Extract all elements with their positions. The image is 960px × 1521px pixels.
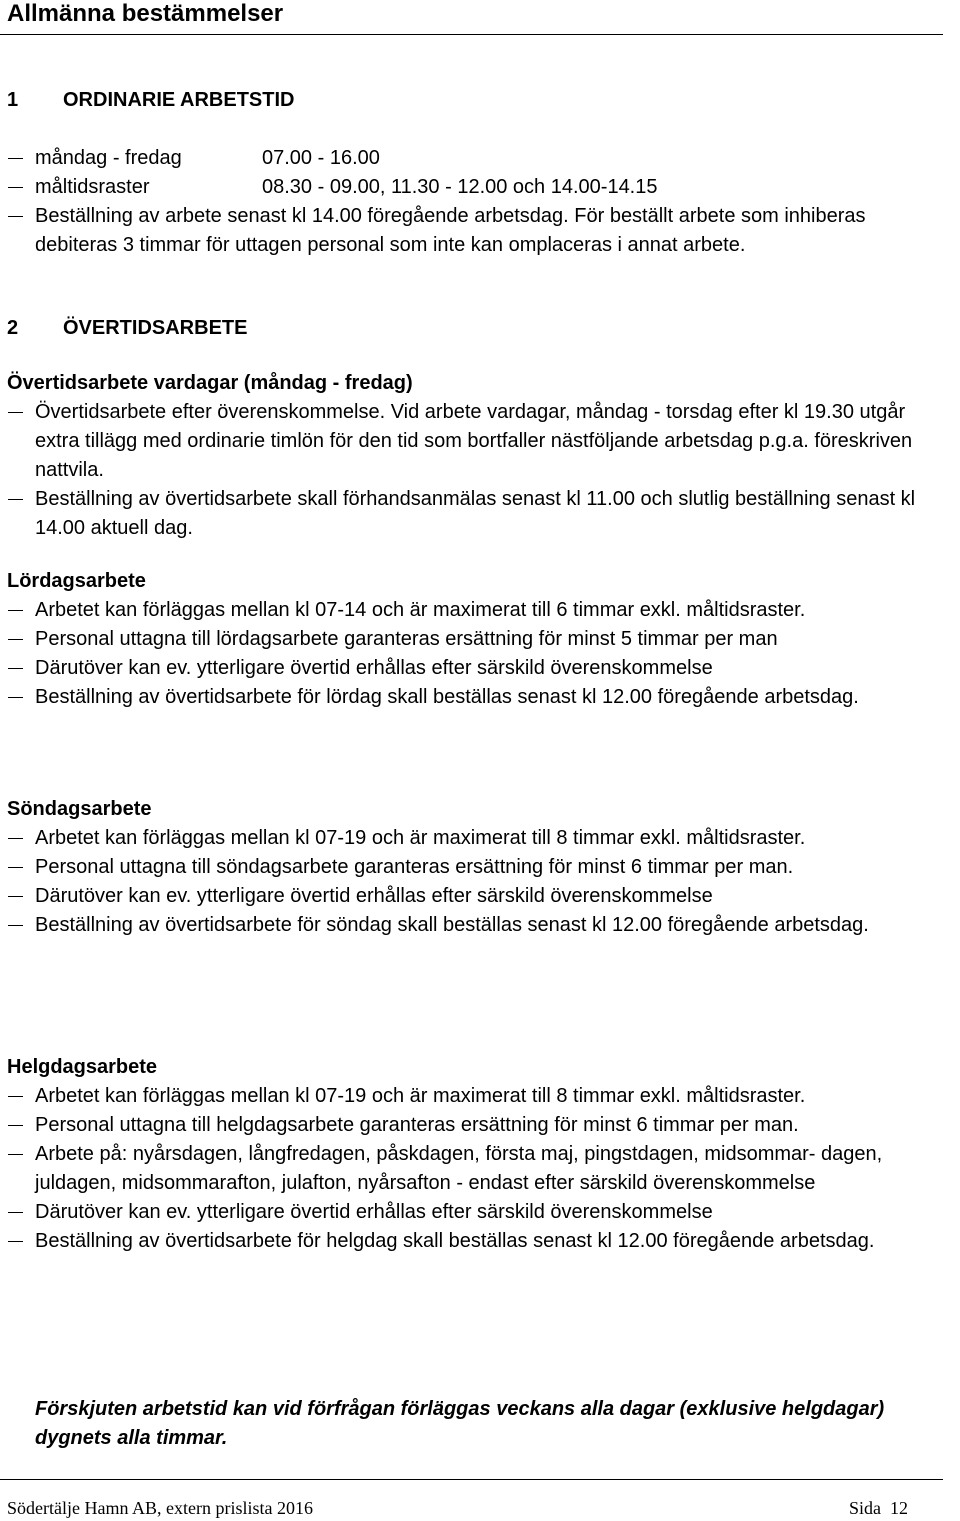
hours-label: måltidsraster bbox=[35, 176, 150, 198]
weekday-heading: Övertidsarbete vardagar (måndag - fredag) bbox=[7, 372, 413, 394]
dash-bullet-icon bbox=[8, 1154, 23, 1155]
dash-bullet-icon bbox=[8, 158, 23, 159]
dash-bullet-icon bbox=[8, 896, 23, 897]
dash-bullet-icon bbox=[8, 1125, 23, 1126]
section-2-title: ÖVERTIDSARBETE bbox=[63, 317, 248, 339]
list-item-text: Beställning av övertidsarbete för söndag skall beställas senast kl 12.00 föregående arbetsdag. bbox=[35, 914, 869, 936]
section-1-title: ORDINARIE ARBETSTID bbox=[63, 89, 295, 111]
list-item-text: Arbetet kan förläggas mellan kl 07-19 och är maximerat till 8 timmar exkl. måltidsraster. bbox=[35, 1085, 806, 1107]
list-item bbox=[0, 1227, 943, 1256]
footer-page-indicator bbox=[849, 1497, 908, 1519]
page-title: Allmänna bestämmelser bbox=[7, 0, 284, 27]
section-1-heading bbox=[7, 88, 294, 112]
sunday-list bbox=[0, 824, 943, 940]
list-item bbox=[0, 173, 943, 202]
list-item bbox=[0, 398, 943, 485]
final-note: Förskjuten arbetstid kan vid förfrågan förläggas veckans alla dagar (exklusive helgdagar) dygnets alla timmar. bbox=[35, 1398, 885, 1449]
page-label: Sida bbox=[848, 1498, 881, 1518]
list-item-text: Personal uttagna till lördagsarbete garanteras ersättning för minst 5 timmar per man bbox=[35, 628, 778, 650]
hours-value: 07.00 - 16.00 bbox=[262, 147, 380, 169]
list-item bbox=[0, 596, 943, 625]
list-item-text: Personal uttagna till helgdagsarbete garanteras ersättning för minst 6 timmar per man. bbox=[35, 1114, 799, 1136]
list-item bbox=[0, 882, 943, 911]
list-item bbox=[0, 1140, 943, 1198]
dash-bullet-icon bbox=[8, 1096, 23, 1097]
dash-bullet-icon bbox=[8, 925, 23, 926]
list-item-text: Beställning av övertidsarbete för lördag skall beställas senast kl 12.00 föregående arbetsdag. bbox=[35, 686, 859, 708]
title-divider bbox=[0, 34, 943, 35]
footer-divider bbox=[0, 1479, 943, 1480]
list-item bbox=[0, 1198, 943, 1227]
dash-bullet-icon bbox=[8, 499, 23, 500]
list-item-text: Arbetet kan förläggas mellan kl 07-14 och är maximerat till 6 timmar exkl. måltidsraster. bbox=[35, 599, 806, 621]
list-item bbox=[0, 1111, 943, 1140]
section-1-number: 1 bbox=[7, 89, 19, 111]
list-item bbox=[0, 202, 943, 260]
list-item bbox=[0, 144, 943, 173]
weekday-list bbox=[0, 398, 943, 543]
list-item bbox=[0, 911, 943, 940]
list-item bbox=[0, 485, 943, 543]
section-2-number: 2 bbox=[7, 317, 19, 339]
hours-label: måndag - fredag bbox=[35, 147, 182, 169]
list-item-text: Arbetet kan förläggas mellan kl 07-19 och är maximerat till 8 timmar exkl. måltidsraster. bbox=[35, 827, 806, 849]
dash-bullet-icon bbox=[8, 668, 23, 669]
list-item-text: Övertidsarbete efter överenskommelse. Vid arbete vardagar, måndag - torsdag efter kl 19.30 utgår extra tillägg med ordinarie timlön för den tid som bortfaller nästföljande arbetsdag p.g.a. föreskriven nattvila. bbox=[35, 401, 913, 481]
dash-bullet-icon bbox=[8, 838, 23, 839]
dash-bullet-icon bbox=[8, 216, 23, 217]
order-note-text: Beställning av arbete senast kl 14.00 föregående arbetsdag. För beställt arbete som inhiberas debiteras 3 timmar för uttagen personal som inte kan omplaceras i annat arbete. bbox=[35, 205, 866, 256]
list-item-text: Därutöver kan ev. ytterligare övertid erhållas efter särskild överenskommelse bbox=[35, 1201, 713, 1223]
saturday-heading: Lördagsarbete bbox=[7, 570, 146, 592]
list-item bbox=[0, 853, 943, 882]
holiday-list bbox=[0, 1082, 943, 1256]
saturday-list bbox=[0, 596, 943, 712]
list-item-text: Beställning av övertidsarbete för helgdag skall beställas senast kl 12.00 föregående arbetsdag. bbox=[35, 1230, 875, 1252]
list-item bbox=[0, 654, 943, 683]
section-2-heading bbox=[7, 316, 247, 340]
list-item-text: Arbete på: nyårsdagen, långfredagen, påskdagen, första maj, pingstdagen, midsommar- dagen, juldagen, midsommarafton, julafton, nyårsafton - endast efter särskild överenskommelse bbox=[35, 1143, 883, 1194]
footer-company: Södertälje Hamn AB, extern prislista 2016 bbox=[7, 1498, 313, 1518]
dash-bullet-icon bbox=[8, 1241, 23, 1242]
dash-bullet-icon bbox=[8, 1212, 23, 1213]
dash-bullet-icon bbox=[8, 610, 23, 611]
list-item-text: Därutöver kan ev. ytterligare övertid erhållas efter särskild överenskommelse bbox=[35, 657, 713, 679]
list-item bbox=[0, 625, 943, 654]
holiday-heading: Helgdagsarbete bbox=[7, 1056, 158, 1078]
list-item-text: Därutöver kan ev. ytterligare övertid erhållas efter särskild överenskommelse bbox=[35, 885, 713, 907]
dash-bullet-icon bbox=[8, 412, 23, 413]
dash-bullet-icon bbox=[8, 867, 23, 868]
list-item-text: Beställning av övertidsarbete skall förhandsanmälas senast kl 11.00 och slutlig beställning senast kl 14.00 aktuell dag. bbox=[35, 488, 916, 539]
dash-bullet-icon bbox=[8, 697, 23, 698]
dash-bullet-icon bbox=[8, 639, 23, 640]
sunday-heading: Söndagsarbete bbox=[7, 798, 152, 820]
page-number: 12 bbox=[890, 1498, 908, 1518]
list-item bbox=[0, 824, 943, 853]
list-item bbox=[0, 683, 943, 712]
hours-value: 08.30 - 09.00, 11.30 - 12.00 och 14.00-14.15 bbox=[262, 176, 658, 198]
dash-bullet-icon bbox=[8, 187, 23, 188]
working-hours-list bbox=[0, 144, 943, 260]
list-item bbox=[0, 1082, 943, 1111]
list-item-text: Personal uttagna till söndagsarbete garanteras ersättning för minst 6 timmar per man. bbox=[35, 856, 794, 878]
